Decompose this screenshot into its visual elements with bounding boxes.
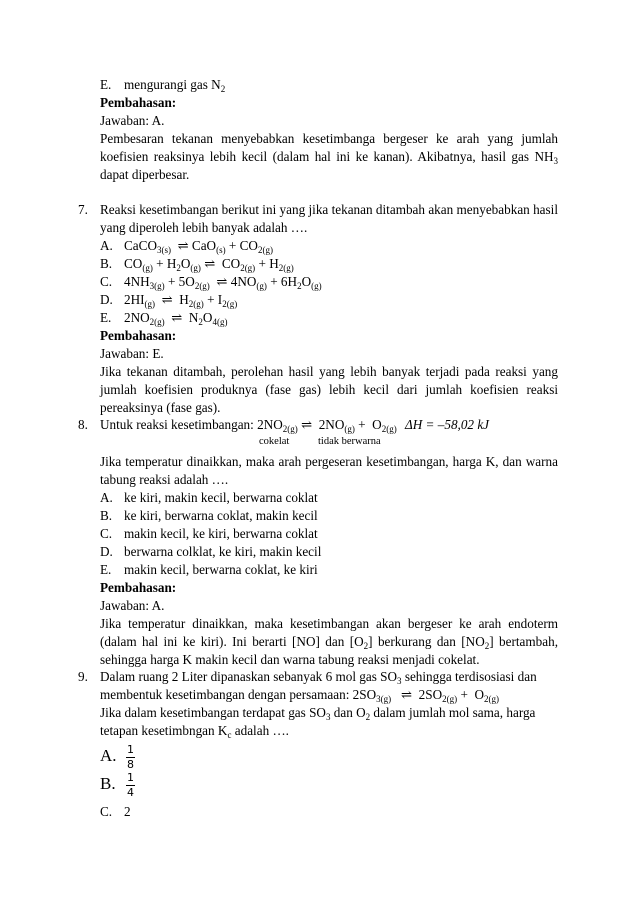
prev-explanation-tail: dapat bbox=[100, 167, 129, 182]
prev-option-e: E. mengurangi gas $N_2$ bbox=[100, 77, 226, 94]
question-7-stem: Reaksi kesetimbangan berikut ini yang jika tekanan ditambah akan menyebabkan hasil yang diperoleh lebih banyak adalah …. bbox=[100, 202, 558, 235]
question-9-stem-line3: Jika dalam kesetimbangan terdapat gas $SO_3$ dan $O_2$ dalam jumlah mol sama, harga bbox=[100, 705, 536, 722]
question-8-intro-text: Untuk reaksi kesetimbangan: 2NO bbox=[100, 417, 283, 432]
question-8-option-b bbox=[100, 507, 318, 525]
question-9-stem-text: Jika dalam kesetimbangan terdapat gas SO bbox=[100, 705, 326, 720]
prev-pembahasan-heading: Pembahasan: bbox=[100, 95, 177, 110]
fraction-denominator: 4 bbox=[127, 786, 134, 799]
question-9-option-a: A. $\frac{1}{8}$ bbox=[100, 743, 134, 771]
option-text: ke kiri, berwarna coklat, makin kecil bbox=[124, 508, 318, 523]
question-9-option-c: C. 2 bbox=[100, 804, 131, 819]
question-9-stem-text: dan O bbox=[330, 705, 366, 720]
question-8-enthalpy: ΔH = –58,02 kJ bbox=[405, 417, 490, 432]
prev-explanation-text: Pembesaran tekanan menyebabkan kesetimbanga bergeser ke arah yang jumlah koefisien reaksinya lebih kecil (dalam hal ini ke kanan). Akibatnya, hasil gas NH bbox=[100, 131, 558, 164]
question-9-stem-text: dalam jumlah mol sama, harga bbox=[370, 705, 536, 720]
question-9-stem-line1: Dalam ruang 2 Liter dipanaskan sebanyak 6 mol gas $SO_3$ sehingga terdisosiasi dan bbox=[100, 669, 537, 686]
question-7-number: 7. bbox=[78, 202, 88, 217]
option-label: D. bbox=[100, 544, 113, 559]
question-8-explanation-last: harga K makin kecil dan warna tabung reaksi menjadi cokelat. bbox=[150, 652, 480, 667]
fraction-numerator: 1 bbox=[127, 743, 134, 756]
option-text: 2 bbox=[124, 804, 131, 819]
question-9-stem-text: Dalam ruang 2 Liter dipanaskan sebanyak 6 mol gas SO bbox=[100, 669, 398, 684]
question-8-label-tidak-berwarna: tidak berwarna bbox=[318, 436, 381, 447]
option-text: berwarna colklat, ke kiri, makin kecil bbox=[124, 544, 322, 559]
option-label: E. bbox=[100, 562, 112, 577]
question-8-option-c bbox=[100, 525, 318, 543]
option-text: makin kecil, berwarna coklat, ke kiri bbox=[124, 562, 318, 577]
question-7-option-c: C. $4NH_{3(g)} + 5O_{2(g)}$ ⇌ $4NO_{(g)} + 6H_2O_{(g)}$ bbox=[100, 274, 322, 291]
option-label: C. bbox=[100, 526, 113, 541]
option-label: A. bbox=[100, 490, 113, 505]
fraction bbox=[126, 772, 135, 799]
question-8-option-d bbox=[100, 543, 321, 561]
question-7-option-d: D. $2HI_{(g)}$ ⇌ $H_{2(g)} + I_{2(g)}$ bbox=[100, 292, 238, 309]
question-8-label-cokelat: cokelat bbox=[259, 436, 290, 447]
option-text: makin kecil, ke kiri, berwarna coklat bbox=[124, 526, 318, 541]
option-text: ke kiri, makin kecil, berwarna coklat bbox=[124, 490, 318, 505]
question-9-stem-text: sehingga terdisosiasi dan bbox=[401, 669, 537, 684]
question-7-option-a: A. CaCO$_{3(s)}$ ⇌ $CaO_{(s)} + CO_{2(g)}$ bbox=[100, 238, 273, 255]
question-9-number: 9. bbox=[78, 669, 88, 684]
option-label: B. bbox=[100, 508, 113, 523]
fraction-denominator: 8 bbox=[127, 758, 134, 771]
question-9-option-b: B. $\frac{1}{4}$ bbox=[100, 771, 134, 799]
question-7-option-b: B. $CO_{(g)} + H_2O_{(g)}$ ⇌ $CO_{2(g)} + H_{2(g)}$ bbox=[100, 256, 294, 273]
question-8-pembahasan-heading: Pembahasan: bbox=[100, 580, 177, 595]
question-7-option-e: E. $2NO_{2(g)}$ ⇌ $N_2O_{4(g)}$ bbox=[100, 310, 228, 327]
question-8-explanation-text: Jika temperatur dinaikkan, maka kesetimbangan akan bergeser ke arah endoterm (dalam hal ini ke kiri). Ini berarti [NO] dan [O bbox=[100, 616, 558, 649]
prev-explanation-last: diperbesar. bbox=[131, 167, 190, 182]
question-8-option-a bbox=[100, 489, 318, 507]
question-8-jawaban: Jawaban: A. bbox=[100, 598, 165, 613]
question-9-stem-line4: tetapan kesetimbngan $K_c$ adalah …. bbox=[100, 723, 289, 740]
prev-jawaban: Jawaban: A. bbox=[100, 113, 165, 128]
question-8-intro: Untuk reaksi kesetimbangan: $2NO_{2(g)}$ ⇌ $2NO_{(g)} + O_{2(g)}$ bbox=[100, 417, 397, 434]
prev-option-e-text: mengurangi gas N bbox=[124, 77, 221, 92]
question-7-explanation: Jika tekanan ditambah, perolehan hasil yang lebih banyak terjadi pada reaksi yang jumlah koefisien produknya (fase gas) lebih kecil dari jumlah koefisien reaksi pereaksinya (fase gas). bbox=[100, 364, 558, 415]
subscript: 2 bbox=[220, 84, 226, 94]
question-8-explanation-mid: ] berkurang dan [NO bbox=[368, 634, 485, 649]
prev-explanation bbox=[100, 130, 558, 184]
question-9-stem-text: membentuk kesetimbangan dengan persamaan: 2SO bbox=[100, 687, 377, 702]
question-9-stem-line2: membentuk kesetimbangan dengan persamaan: $2SO_{3(g)}$ ⇌ $2SO_{2(g)} + O_{2(g)}$ bbox=[100, 687, 499, 704]
subscript: 3 bbox=[553, 156, 558, 166]
question-9-stem-text: tetapan kesetimbngan K bbox=[100, 723, 228, 738]
question-7-jawaban: Jawaban: E. bbox=[100, 346, 164, 361]
question-8-explanation: Jika temperatur dinaikkan, maka kesetimbangan akan bergeser ke arah endoterm (dalam hal ini ke kiri). Ini berarti [NO] dan $[O_2]$ berkurang dan $[NO_2]$ bertambah, sehingga harga K makin kecil dan warna tabung reaksi menjadi cokelat. bbox=[100, 616, 558, 667]
question-9-stem-text: adalah …. bbox=[231, 723, 289, 738]
question-8-number: 8. bbox=[78, 417, 88, 432]
question-8-stem: Jika temperatur dinaikkan, maka arah pergeseran kesetimbangan, harga K, dan warna tabung reaksi adalah …. bbox=[100, 454, 558, 487]
fraction bbox=[126, 744, 135, 771]
question-8-explanation-tail: ] bertambah, sehingga bbox=[100, 634, 558, 667]
fraction-numerator: 1 bbox=[127, 771, 134, 784]
question-7-pembahasan-heading: Pembahasan: bbox=[100, 328, 177, 343]
question-8-option-e bbox=[100, 561, 318, 579]
